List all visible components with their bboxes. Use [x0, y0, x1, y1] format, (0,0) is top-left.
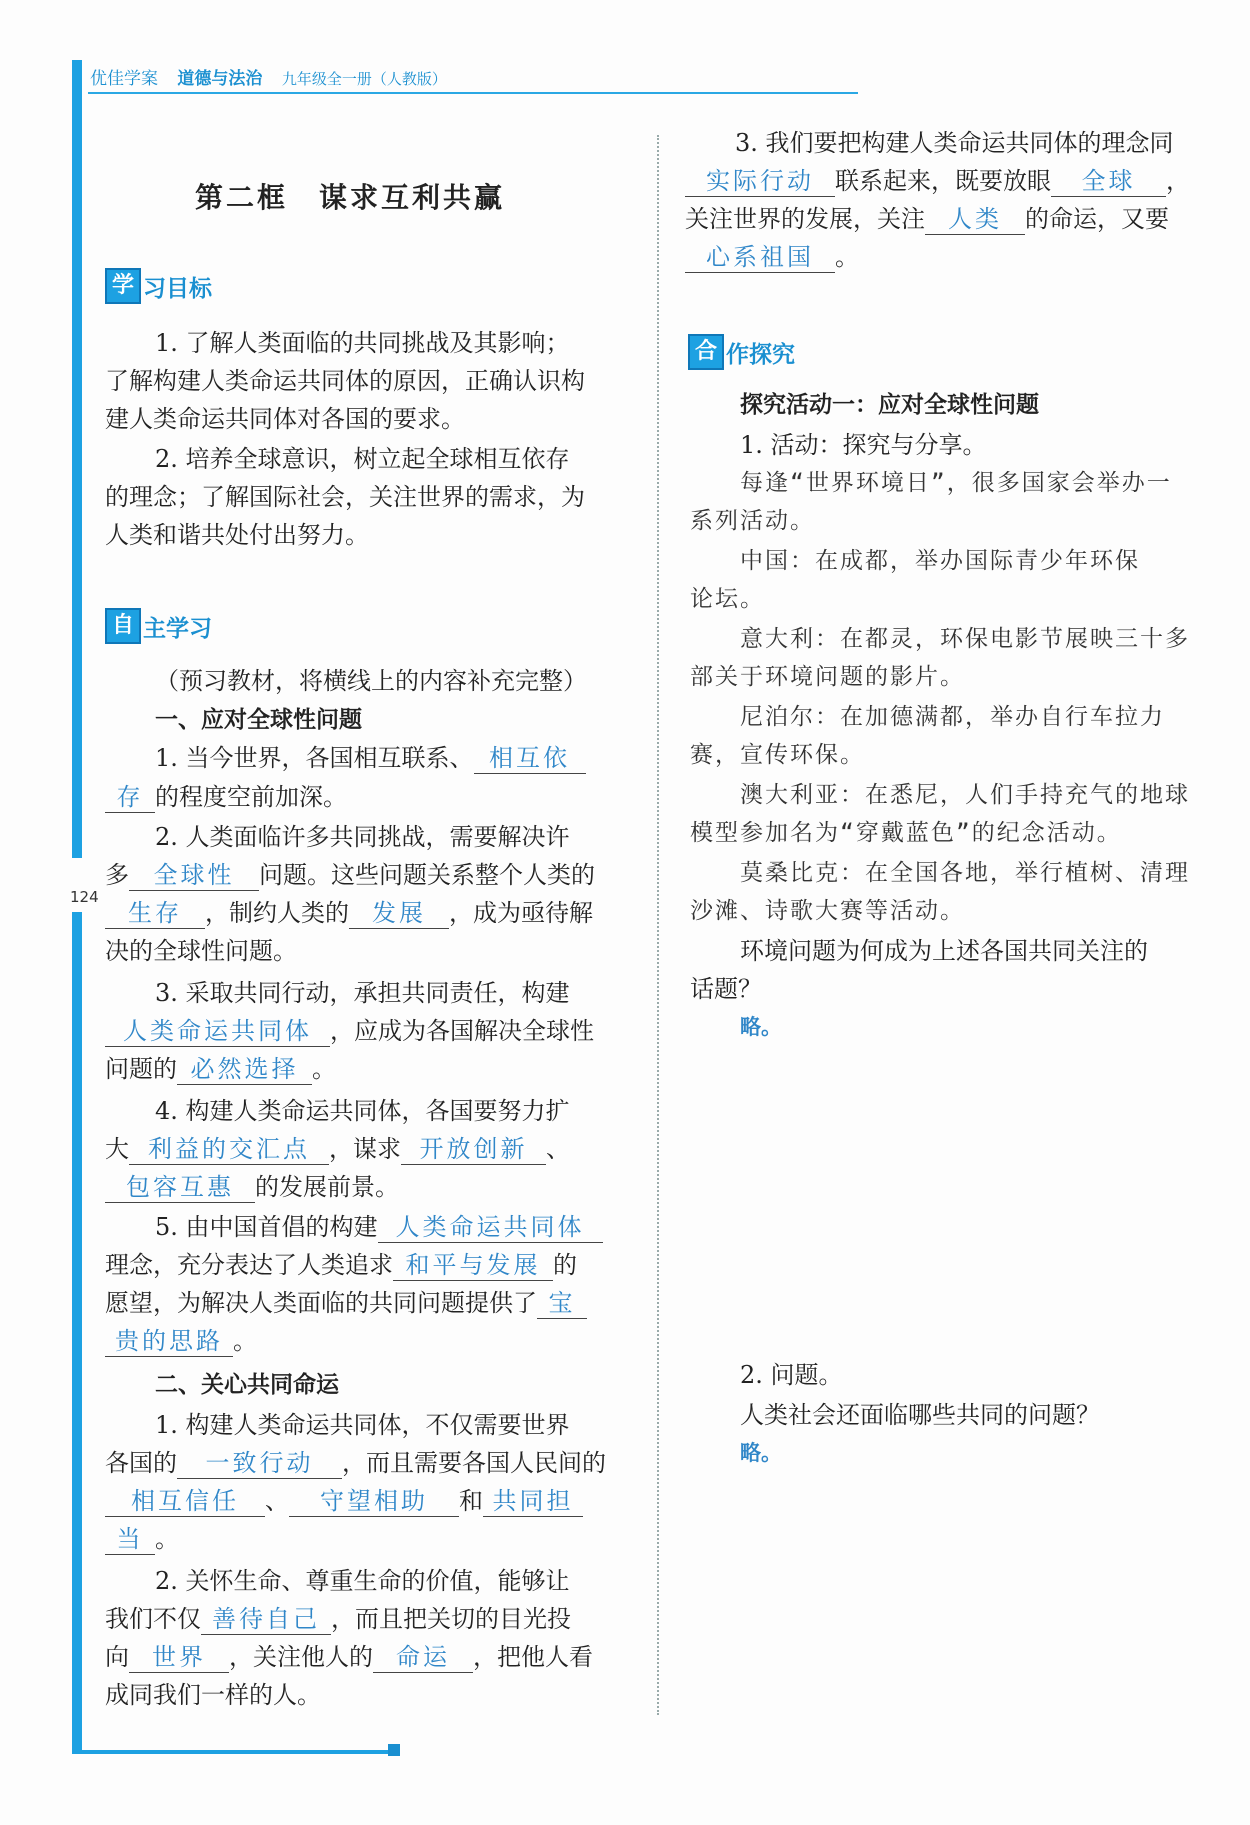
material-line: 莫桑比克：在全国各地，举行植树、清理 [740, 860, 1190, 886]
p1-line [105, 1486, 583, 1517]
section-self-study [105, 608, 212, 644]
q5-line [105, 1288, 587, 1319]
section-box: 学 [105, 268, 141, 304]
answer-blank: 贵的思路 [105, 1326, 233, 1357]
section-box: 自 [105, 608, 141, 644]
section-label: 作探究 [726, 341, 795, 368]
q2-line: 决的全球性问题。 [105, 937, 297, 965]
q1-line [105, 782, 347, 813]
header [90, 64, 461, 89]
spine-top [72, 90, 82, 858]
answer-blank: 善待自己 [201, 1604, 331, 1635]
answer-blank: 利益的交汇点 [129, 1134, 329, 1165]
text: 问题。这些问题关系整个人类的 [259, 861, 595, 889]
answer-blank: 相互信任 [105, 1486, 265, 1517]
section-box: 合 [688, 334, 724, 370]
q2-line: 2. 人类面临许多共同挑战，需要解决许 [155, 823, 570, 851]
spine-bottom [72, 912, 82, 1752]
header-bar [72, 60, 82, 90]
text: 。 [835, 243, 859, 271]
material-line: 意大利：在都灵，环保电影节展映三十多 [740, 626, 1190, 652]
p2-line [105, 1604, 571, 1635]
material-line: 尼泊尔：在加德满都，举办自行车拉力 [740, 704, 1165, 730]
q2-line [105, 898, 593, 929]
question-line: 话题？ [690, 975, 762, 1003]
answer-blank: 守望相助 [289, 1486, 459, 1517]
goal-line: 2. 培养全球意识，树立起全球相互依存 [155, 445, 570, 473]
header-subject: 道德与法治 [177, 69, 263, 89]
p1-line [105, 1524, 179, 1555]
text: 的程度空前加深。 [155, 783, 347, 811]
answer-blank: 一致行动 [177, 1448, 342, 1479]
answer-blank: 人类 [925, 204, 1025, 235]
text: ，关注他人的 [229, 1643, 373, 1671]
answer-blank: 世界 [129, 1642, 229, 1673]
answer-blank: 人类命运共同体 [105, 1016, 330, 1047]
r3-line: 3. 我们要把构建人类命运共同体的理念同 [735, 129, 1174, 157]
answer-blank: 和平与发展 [393, 1250, 553, 1281]
text: 。 [312, 1055, 336, 1083]
text: ，成为亟待解 [449, 899, 593, 927]
text: 大 [105, 1135, 129, 1163]
text: 。 [155, 1525, 179, 1553]
text: ， [1166, 167, 1190, 195]
subheading: 一、应对全球性问题 [155, 707, 362, 733]
section-label: 习目标 [143, 275, 212, 302]
q3-line: 3. 采取共同行动，承担共同责任，构建 [155, 979, 570, 1007]
answer-blank: 宝 [537, 1288, 587, 1319]
question-line: 环境问题为何成为上述各国共同关注的 [740, 937, 1148, 965]
p1-line [105, 1448, 606, 1479]
text: ，而且需要各国人民间的 [342, 1449, 606, 1477]
page-number: 124 [70, 888, 99, 906]
activity-title: 探究活动一：应对全球性问题 [740, 392, 1039, 418]
footer-rule [72, 1750, 392, 1754]
answer-blank: 实际行动 [685, 166, 835, 197]
p1-line: 1. 构建人类命运共同体，不仅需要世界 [155, 1411, 570, 1439]
q2-line [105, 860, 595, 891]
answer-text: 略。 [740, 1441, 782, 1465]
material-line: 赛，宣传环保。 [690, 742, 865, 768]
subheading: 二、关心共同命运 [155, 1372, 339, 1398]
text: 关注世界的发展，关注 [685, 205, 925, 233]
text: 向 [105, 1643, 129, 1671]
text: 问题的 [105, 1055, 177, 1083]
r3-line [685, 242, 859, 273]
text: 、 [546, 1135, 570, 1163]
self-intro: （预习教材，将横线上的内容补充完整） [155, 667, 587, 695]
text: ，应成为各国解决全球性 [330, 1017, 594, 1045]
answer-blank: 全球性 [129, 860, 259, 891]
answer-blank: 人类命运共同体 [378, 1212, 603, 1243]
q5-line [155, 1212, 603, 1243]
text: 的发展前景。 [255, 1173, 399, 1201]
r3-line [685, 166, 1190, 197]
material-line: 论坛。 [690, 586, 765, 612]
q5-line [105, 1326, 257, 1357]
text: 1. 当今世界，各国相互联系、 [155, 744, 474, 772]
goal-line: 的理念；了解国际社会，关注世界的需求，为 [105, 483, 585, 511]
text: ，而且把关切的目光投 [331, 1605, 571, 1633]
r3-line [685, 204, 1169, 235]
q4-line: 4. 构建人类命运共同体，各国要努力扩 [155, 1097, 570, 1125]
section-learning-goals [105, 268, 212, 304]
goal-line: 了解构建人类命运共同体的原因，正确认识构 [105, 367, 585, 395]
answer-blank: 生存 [105, 898, 205, 929]
goal-line: 人类和谐共处付出努力。 [105, 521, 369, 549]
text: ，谋求 [329, 1135, 401, 1163]
text: 联系起来，既要放眼 [835, 167, 1051, 195]
answer-blank: 包容互惠 [105, 1172, 255, 1203]
header-rule [88, 92, 858, 94]
p2-line: 成同我们一样的人。 [105, 1681, 321, 1709]
text: 理念，充分表达了人类追求 [105, 1251, 393, 1279]
answer-blank: 相互依 [474, 743, 586, 774]
answer-blank: 心系祖国 [685, 242, 835, 273]
goal-line: 建人类命运共同体对各国的要求。 [105, 405, 465, 433]
text: ，制约人类的 [205, 899, 349, 927]
text: 愿望，为解决人类面临的共同问题提供了 [105, 1289, 537, 1317]
material-line: 部关于环境问题的影片。 [690, 664, 965, 690]
answer-blank: 命运 [373, 1642, 473, 1673]
text: 、 [265, 1487, 289, 1515]
answer-blank: 存 [105, 782, 155, 813]
goal-line: 1. 了解人类面临的共同挑战及其影响； [155, 329, 570, 357]
q3-line [105, 1054, 336, 1085]
text: 多 [105, 861, 129, 889]
question-line: 人类社会还面临哪些共同的问题？ [740, 1401, 1100, 1429]
q4-line [105, 1134, 570, 1165]
material-line: 中国：在成都，举办国际青少年环保 [740, 548, 1140, 574]
text: 5. 由中国首倡的构建 [155, 1213, 378, 1241]
answer-blank: 全球 [1051, 166, 1166, 197]
answer-blank: 必然选择 [177, 1054, 312, 1085]
text: ，把他人看 [473, 1643, 593, 1671]
section-label: 主学习 [143, 615, 212, 642]
q1-line [155, 743, 586, 774]
material-line: 模型参加名为“穿戴蓝色”的纪念活动。 [690, 820, 1122, 846]
answer-blank: 开放创新 [401, 1134, 546, 1165]
material-line: 每逢“世界环境日”，很多国家会举办一 [740, 470, 1172, 496]
answer-text: 略。 [740, 1015, 782, 1039]
q3-line [105, 1016, 594, 1047]
q4-line [105, 1172, 399, 1203]
text: 的命运，又要 [1025, 205, 1169, 233]
text: 。 [233, 1327, 257, 1355]
section-cooperative-inquiry [688, 334, 795, 370]
material-line: 澳大利亚：在悉尼，人们手持充气的地球 [740, 782, 1190, 808]
text: 和 [459, 1487, 483, 1515]
column-divider [657, 135, 659, 1715]
text: 我们不仅 [105, 1605, 201, 1633]
answer-blank: 当 [105, 1524, 155, 1555]
answer-blank: 共同担 [483, 1486, 583, 1517]
question-line: 2. 问题。 [740, 1361, 843, 1389]
q5-line [105, 1250, 577, 1281]
answer-blank: 发展 [349, 898, 449, 929]
footer-marker [388, 1744, 400, 1756]
p2-line [105, 1642, 593, 1673]
text: 的 [553, 1251, 577, 1279]
text: 各国的 [105, 1449, 177, 1477]
header-grade: 九年级全一册（人教版） [281, 70, 447, 88]
p2-line: 2. 关怀生命、尊重生命的价值，能够让 [155, 1567, 570, 1595]
material-line: 沙滩、诗歌大赛等活动。 [690, 898, 965, 924]
activity-line: 1. 活动：探究与分享。 [740, 431, 987, 459]
header-brand: 优佳学案 [90, 69, 158, 89]
material-line: 系列活动。 [690, 508, 815, 534]
page-title: 第二框 谋求互利共赢 [195, 181, 506, 214]
